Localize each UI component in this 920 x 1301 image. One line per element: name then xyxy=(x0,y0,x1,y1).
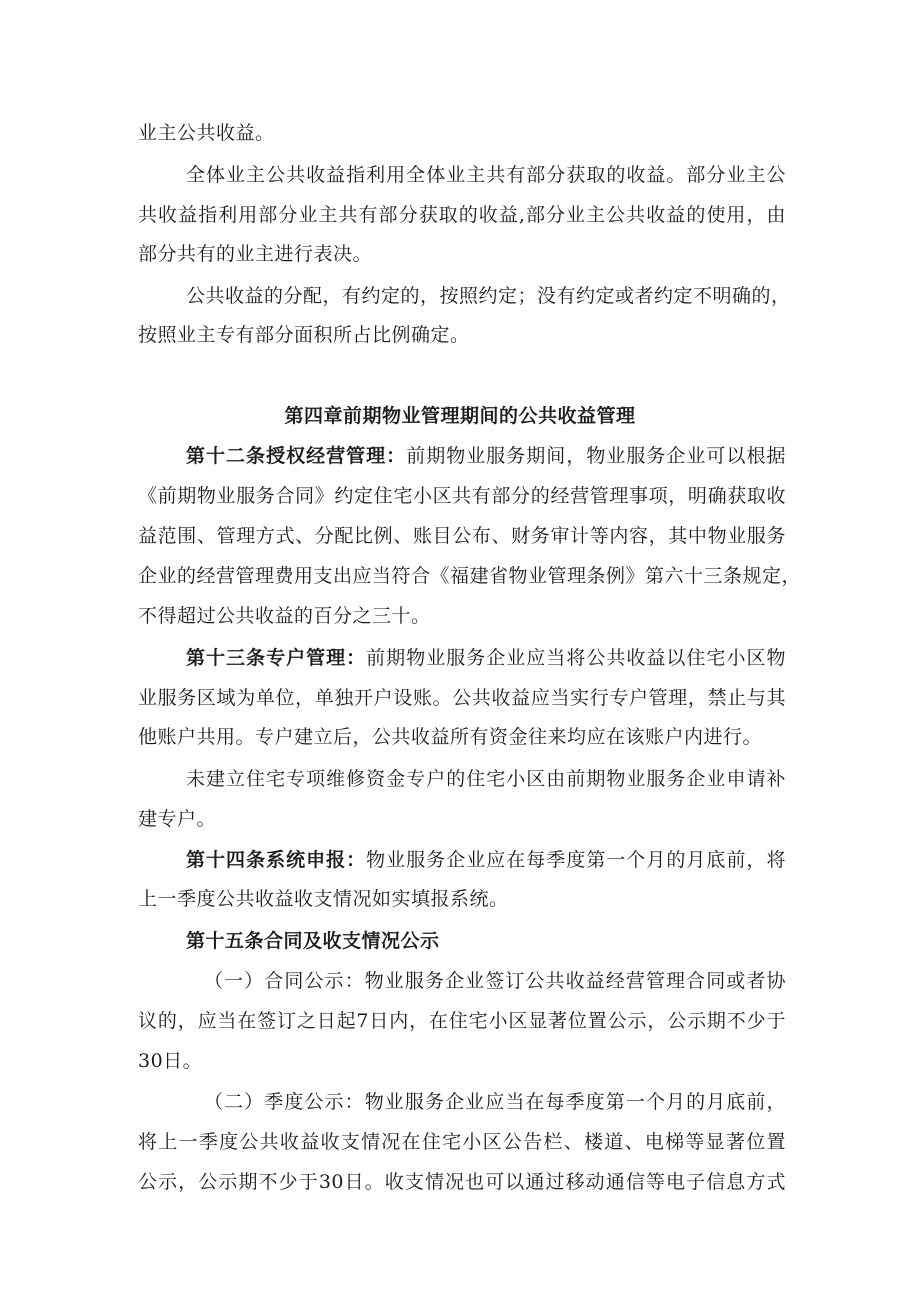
paragraph-line: 部分共有的业主进行表决。 xyxy=(138,243,373,265)
list-item-line: （二）季度公示：物业服务企业应当在每季度第一个月的月底前， xyxy=(204,1091,786,1113)
article-heading: 第十五条合同及收支情况公示 xyxy=(186,930,440,952)
article-text: 前期物业服务企业应当将公共收益以住宅小区物 xyxy=(366,647,786,669)
paragraph-line: 将上一季度公共收益收支情况在住宅小区公告栏、楼道、电梯等显著位置 xyxy=(138,1131,786,1153)
article-heading: 第十四条系统申报： xyxy=(186,849,367,871)
article-line xyxy=(186,847,786,873)
paragraph-line: 上一季度公共收益收支情况如实填报系统。 xyxy=(138,888,509,910)
paragraph-line: 他账户共用。专户建立后，公共收益所有资金往来均应在该账户内进行。 xyxy=(138,726,763,748)
paragraph-line: 《前期物业服务合同》约定住宅小区共有部分的经营管理事项，明确获取收 xyxy=(138,485,786,507)
paragraph-line: 益范围、管理方式、分配比例、账目公布、财务审计等内容，其中物业服务 xyxy=(138,525,786,547)
paragraph-line: 建专户。 xyxy=(138,808,217,830)
article-text: 物业服务企业应在每季度第一个月的月底前，将 xyxy=(366,849,786,871)
paragraph-line: 企业的经营管理费用支出应当符合《福建省物业管理条例》第六十三条规定， xyxy=(138,565,802,587)
article-line xyxy=(186,645,786,671)
paragraph-line: 议的，应当在签订之日起7日内，在住宅小区显著位置公示，公示期不少于 xyxy=(138,1010,786,1032)
paragraph-line: 未建立住宅专项维修资金专户的住宅小区由前期物业服务企业申请补 xyxy=(186,768,786,790)
paragraph-line: 公示，公示期不少于30日。收支情况也可以通过移动通信等电子信息方式 xyxy=(138,1171,786,1193)
article-text: 前期物业服务期间，物业服务企业可以根据 xyxy=(406,445,786,467)
paragraph-line: 按照业主专有部分面积所占比例确定。 xyxy=(138,324,470,346)
list-item-line: （一）合同公示：物业服务企业签订公共收益经营管理合同或者协 xyxy=(204,970,786,992)
paragraph-line: 30日。 xyxy=(138,1050,203,1072)
paragraph-line: 业服务区域为单位，单独开户设账。公共收益应当实行专户管理，禁止与其 xyxy=(138,687,786,709)
paragraph-line: 共收益指利用部分业主共有部分获取的收益,部分业主公共收益的使用，由 xyxy=(138,204,786,226)
paragraph-line: 全体业主公共收益指利用全体业主共有部分获取的收益。部分业主公 xyxy=(186,164,786,186)
article-heading: 第十二条授权经营管理： xyxy=(186,445,407,467)
paragraph-line: 业主公共收益。 xyxy=(138,122,275,144)
paragraph-line: 公共收益的分配，有约定的，按照约定；没有约定或者约定不明确的， xyxy=(186,285,791,307)
paragraph-line: 不得超过公共收益的百分之三十。 xyxy=(138,605,431,627)
article-heading: 第十三条专户管理： xyxy=(186,647,367,669)
article-line xyxy=(186,443,786,469)
chapter-title: 第四章前期物业管理期间的公共收益管理 xyxy=(284,405,636,427)
